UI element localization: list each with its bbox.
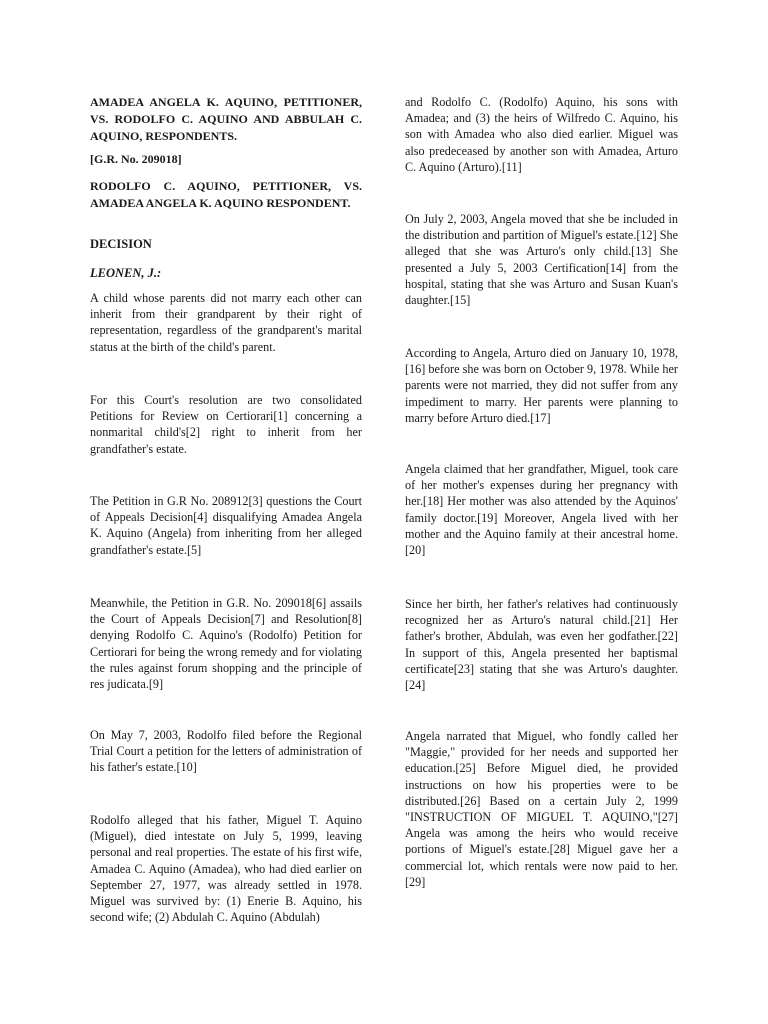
paragraph: and Rodolfo C. (Rodolfo) Aquino, his sons with Amadea; and (3) the heirs of Wilfredo C. Aquino, his son with Amadea who also died earlier. Miguel was also predeceased by another son with Amadea, Arturo C. Aquino (Arturo).[11] [405, 95, 678, 174]
paragraph: Rodolfo alleged that his father, Miguel T. Aquino (Miguel), died intestate on July 5, 1999, leaving personal and real properties. The estate of his first wife, Amadea C. Aquino (Amadea), who had died earlier on September 27, 1977, was already settled in 1978. Miguel was survived by: (1) Enerie B. Aquino, his second wife; (2) Abdulah C. Aquino (Abdulah) [90, 813, 362, 925]
ponente: LEONEN, J.: [90, 266, 162, 280]
paragraph: On May 7, 2003, Rodolfo filed before the Regional Trial Court a petition for the letters of administration of his father's estate.[10] [90, 728, 362, 775]
paragraph: On July 2, 2003, Angela moved that she be included in the distribution and partition of Miguel's estate.[12] She alleged that she was Arturo's only child.[13] She presented a July 5, 2003 Certification[14] from the hospital, stating that she was Arturo and Susan Kuan's daughter.[15] [405, 212, 678, 308]
decision-heading: DECISION [90, 237, 152, 251]
paragraph: According to Angela, Arturo died on January 10, 1978,[16] before she was born on October 9, 1978. While her parents were not married, they did not suffer from any impediment to marry. Her parents were planning to marry before Arturo died.[17] [405, 346, 678, 425]
paragraph: Angela narrated that Miguel, who fondly called her "Maggie," provided for her needs and supported her education.[25] Before Miguel died, he provided instructions on how his properties were to be distributed.[26] Based on a certain July 2, 1999 "INSTRUCTION OF MIGUEL T. AQUINO,"[27] Angela was among the heirs who would receive portions of Miguel's estate.[28] Miguel gave her a commercial lot, which rentals were now paid to her.[29] [405, 729, 678, 889]
paragraph: For this Court's resolution are two consolidated Petitions for Review on Certiorari[1] concerning a nonmarital child's[2] right to inherit from her grandfather's estate. [90, 393, 362, 456]
paragraph: A child whose parents did not marry each other can inherit from their grandparent by their right of representation, regardless of the grandparent's marital status at the birth of the child's parent. [90, 291, 362, 354]
case-caption-parties-second: RODOLFO C. AQUINO, PETITIONER, VS. AMADEA ANGELA K. AQUINO RESPONDENT. [90, 179, 362, 210]
paragraph: Angela claimed that her grandfather, Miguel, took care of her mother's expenses during her pregnancy with her.[18] Her mother was also attended by the Aquinos' family doctor.[19] Moreover, Angela lived with her mother and the Aquino family at their ancestral home.[20] [405, 462, 678, 558]
paragraph: Meanwhile, the Petition in G.R. No. 209018[6] assails the Court of Appeals Decision[7] and Resolution[8] denying Rodolfo C. Aquino's (Rodolfo) Petition for Certiorari for being the wrong remedy and for violating the rules against forum shopping and the principle of res judicata.[9] [90, 596, 362, 692]
gr-number: [G.R. No. 209018] [90, 152, 182, 166]
paragraph: The Petition in G.R No. 208912[3] questions the Court of Appeals Decision[4] disqualifying Amadea Angela K. Aquino (Angela) from inheriting from her alleged grandfather's estate.[5] [90, 494, 362, 557]
case-caption-parties: AMADEA ANGELA K. AQUINO, PETITIONER, VS. RODOLFO C. AQUINO AND ABBULAH C. AQUINO, RESPONDENTS. [90, 95, 362, 143]
paragraph: Since her birth, her father's relatives had continuously recognized her as Arturo's natural child.[21] Her father's brother, Abdulah, was even her godfather.[22] In support of this, Angela presented her baptismal certificate[23] stating that she was Arturo's daughter.[24] [405, 597, 678, 693]
